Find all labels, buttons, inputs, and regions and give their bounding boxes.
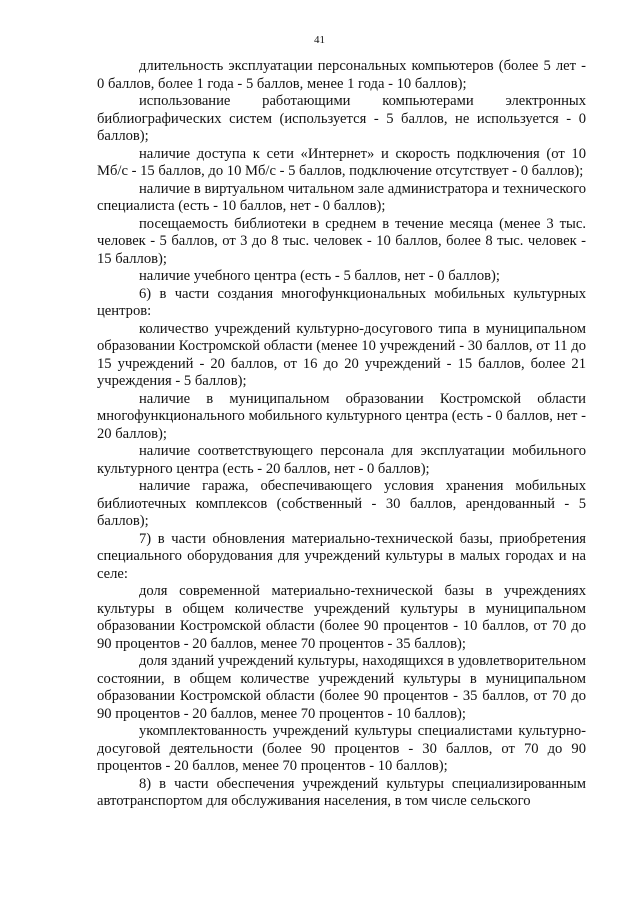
paragraph-section-7-heading: 7) в части обновления материально-технической базы, приобретения специального оборудования для учреждений культуры в малых городах и на селе:	[97, 530, 586, 582]
paragraph-staffing-level: укомплектованность учреждений культуры специалистами культурно-досуговой деятельности (более 90 процентов - 30 баллов, от 70 до 90 процентов - 20 баллов, менее 70 процентов - 10 баллов);	[97, 723, 586, 774]
paragraph-section-6-heading: 6) в части создания многофункциональных мобильных культурных центров:	[97, 285, 586, 319]
page-number: 41	[314, 34, 325, 46]
paragraph-pc-service-life: длительность эксплуатации персональных компьютеров (более 5 лет - 0 баллов, более 1 года - 5 баллов, менее 1 года - 10 баллов);	[97, 58, 586, 92]
paragraph-cultural-institutions-count: количество учреждений культурно-досугового типа в муниципальном образовании Костромской области (менее 10 учреждений - 30 баллов, от 11 до 15 учреждений - 20 баллов, от 16 до 20 учреждений - 15 баллов, более 21 учреждения - 5 баллов);	[97, 320, 586, 389]
paragraph-internet-access: наличие доступа к сети «Интернет» и скорость подключения (от 10 Мб/с - 15 баллов, до 10 Мб/с - 5 баллов, подключение отсутствует - 0 баллов);	[97, 145, 586, 179]
paragraph-section-8-heading: 8) в части обеспечения учреждений культуры специализированным автотранспортом для обслуживания населения, в том числе сельского	[97, 775, 586, 809]
paragraph-building-condition-share: доля зданий учреждений культуры, находящихся в удовлетворительном состоянии, в общем количестве учреждений культуры в муниципальном образовании Костромской области (более 90 процентов - 35 баллов, от 70 до 90 процентов - 20 баллов, менее 70 процентов - 10 баллов);	[97, 653, 586, 722]
paragraph-library-attendance: посещаемость библиотеки в среднем в течение месяца (менее 3 тыс. человек - 5 баллов, от 3 до 8 тыс. человек - 10 баллов, более 8 тыс. человек - 15 баллов);	[97, 215, 586, 267]
paragraph-bibliographic-systems: использование работающими компьютерами электронных библиографических систем (используется - 5 баллов, не используется - 0 баллов);	[97, 93, 586, 144]
paragraph-garage: наличие гаража, обеспечивающего условия хранения мобильных библиотечных комплексов (собственный - 30 баллов, арендованный - 5 баллов);	[97, 478, 586, 529]
paragraph-mobile-center-staff: наличие соответствующего персонала для эксплуатации мобильного культурного центра (есть - 20 баллов, нет - 0 баллов);	[97, 443, 586, 477]
paragraph-modern-base-share: доля современной материально-технической базы в учреждениях культуры в общем количестве учреждений культуры в муниципальном образовании Костромской области (более 90 процентов - 10 баллов, от 70 до 90 процентов - 20 баллов, менее 70 процентов - 35 баллов);	[97, 583, 586, 652]
paragraph-mobile-center-presence: наличие в муниципальном образовании Костромской области многофункционального мобильного культурного центра (есть - 0 баллов, нет - 20 баллов);	[97, 390, 586, 442]
document-body	[97, 58, 586, 811]
paragraph-training-center: наличие учебного центра (есть - 5 баллов, нет - 0 баллов);	[139, 268, 500, 284]
paragraph-virtual-reading-room-staff: наличие в виртуальном читальном зале администратора и технического специалиста (есть - 10 баллов, нет - 0 баллов);	[97, 180, 586, 214]
